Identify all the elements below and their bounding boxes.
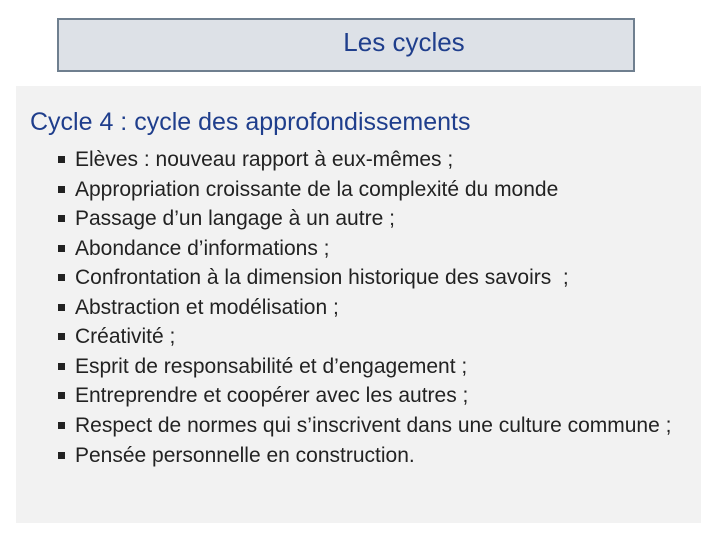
bullet-list (58, 145, 708, 470)
square-bullet-icon (58, 411, 69, 441)
square-bullet-icon (58, 145, 69, 175)
square-bullet-icon (58, 381, 69, 411)
square-bullet-icon (58, 293, 69, 323)
bullet-item (58, 352, 708, 382)
bullet-text: Abondance d’informations ; (75, 236, 330, 260)
bullet-item (58, 234, 708, 264)
bullet-item (58, 263, 708, 293)
bullet-text: Passage d’un langage à un autre ; (75, 207, 395, 230)
square-bullet-icon (58, 322, 69, 352)
square-bullet-icon (58, 175, 69, 205)
bullet-text: Appropriation croissante de la complexité du monde (75, 177, 559, 201)
square-bullet-icon (58, 441, 69, 471)
bullet-text: Pensée personnelle en construction. (75, 443, 415, 467)
bullet-item (58, 441, 708, 471)
bullet-item (58, 411, 708, 441)
square-bullet-icon (58, 204, 69, 234)
bullet-text: Entreprendre et coopérer avec les autres ; (75, 384, 469, 407)
bullet-item (58, 204, 708, 234)
section-heading: Cycle 4 : cycle des approfondissements (30, 108, 471, 136)
bullet-item (58, 381, 708, 411)
bullet-item (58, 293, 708, 323)
slide-title: Les cycles (343, 26, 465, 57)
bullet-item (58, 322, 708, 352)
bullet-text: Respect de normes qui s’inscrivent dans une culture commune ; (75, 413, 672, 437)
bullet-text: Abstraction et modélisation ; (75, 295, 339, 319)
title-box (57, 18, 635, 72)
square-bullet-icon (58, 263, 69, 293)
bullet-item (58, 175, 708, 205)
bullet-text: Confrontation à la dimension historique des savoirs ; (75, 266, 569, 289)
square-bullet-icon (58, 352, 69, 382)
square-bullet-icon (58, 234, 69, 264)
bullet-text: Elèves : nouveau rapport à eux-mêmes ; (75, 148, 454, 171)
bullet-text: Créativité ; (75, 325, 176, 348)
bullet-text: Esprit de responsabilité et d’engagement ; (75, 354, 468, 378)
bullet-item (58, 145, 708, 175)
